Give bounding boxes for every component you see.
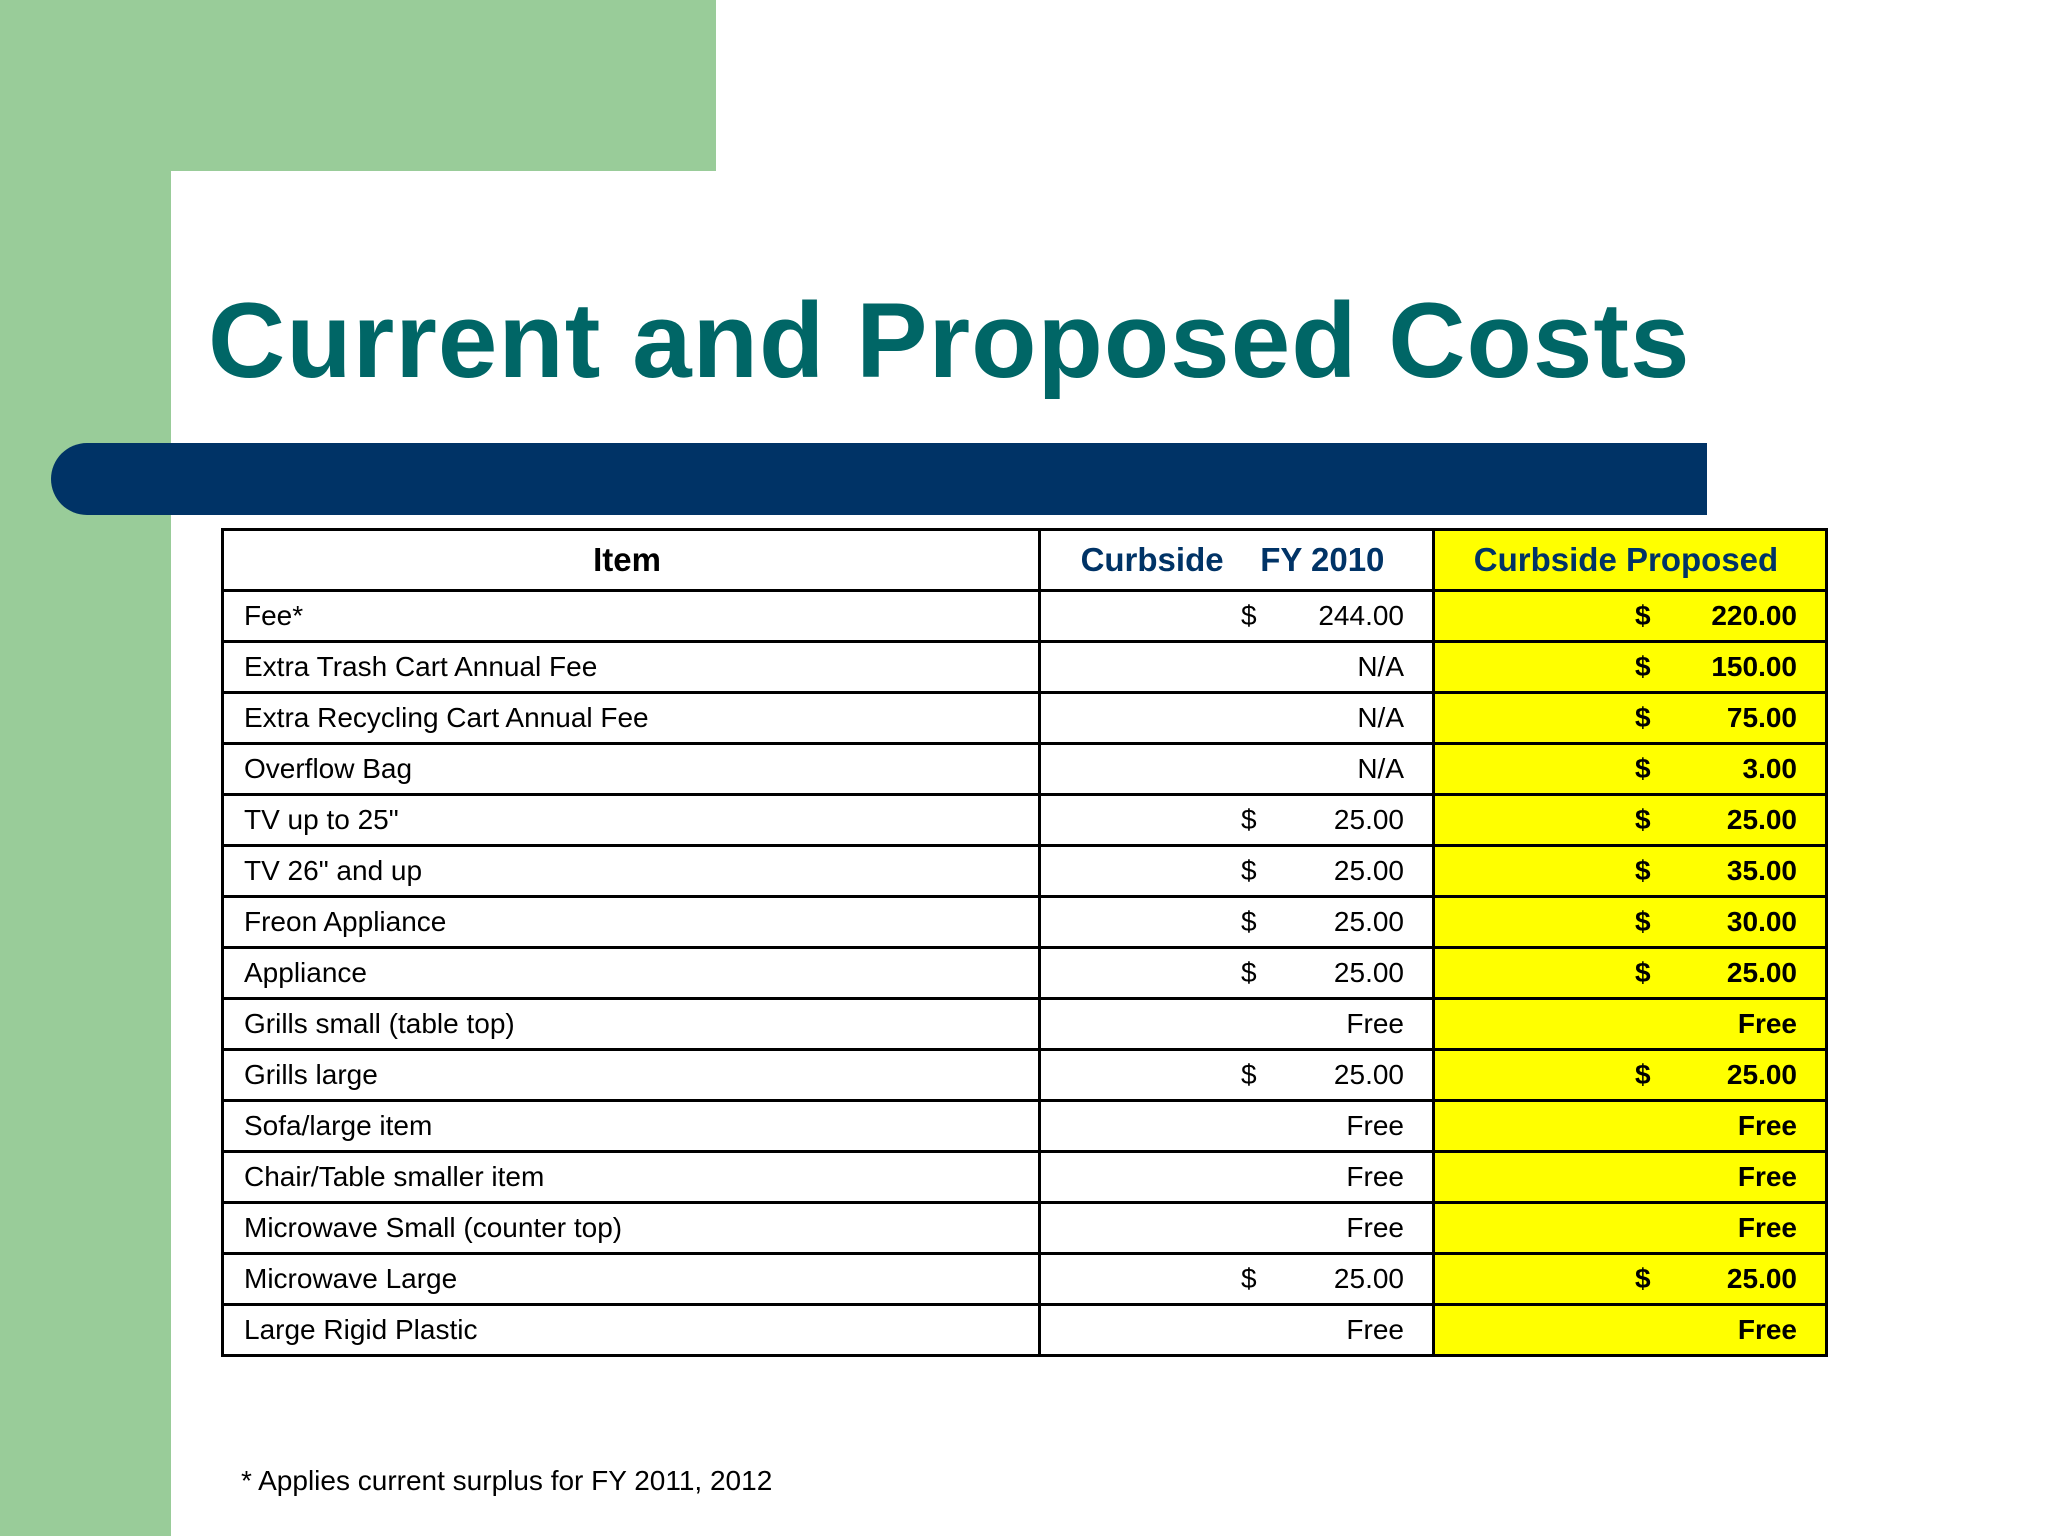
cell-curbside-fy2010 [1040, 795, 1434, 846]
proposed-value: Free [1737, 1110, 1797, 1141]
table-row [223, 1254, 1827, 1305]
cell-item: Large Rigid Plastic [223, 1305, 1040, 1356]
proposed-value: 150.00 [1711, 651, 1797, 682]
proposed-value: 220.00 [1711, 600, 1797, 631]
table-header-row [223, 530, 1827, 591]
table-row [223, 999, 1827, 1050]
table-row [223, 1203, 1827, 1254]
table-row [223, 1101, 1827, 1152]
proposed-value: 35.00 [1726, 855, 1797, 886]
dollar-sign: $ [1635, 1059, 1651, 1090]
current-value: Free [1346, 1008, 1404, 1039]
proposed-value: Free [1737, 1161, 1797, 1192]
cell-item: Freon Appliance [223, 897, 1040, 948]
page-title: Current and Proposed Costs [208, 280, 1691, 400]
dollar-sign: $ [1635, 600, 1651, 631]
current-value: Free [1346, 1110, 1404, 1141]
proposed-value: Free [1737, 1314, 1797, 1345]
cell-curbside-fy2010 [1040, 1050, 1434, 1101]
current-value: 25.00 [1333, 957, 1404, 988]
table-row [223, 897, 1827, 948]
table-row [223, 1152, 1827, 1203]
cell-curbside-fy2010 [1040, 846, 1434, 897]
table-row [223, 846, 1827, 897]
dollar-sign: $ [1241, 906, 1257, 937]
cell-curbside-fy2010 [1040, 948, 1434, 999]
proposed-value: 25.00 [1726, 1263, 1797, 1294]
cell-item: TV up to 25" [223, 795, 1040, 846]
table-row [223, 795, 1827, 846]
dollar-sign: $ [1635, 1263, 1651, 1294]
cell-item: Microwave Large [223, 1254, 1040, 1305]
cell-item: Extra Recycling Cart Annual Fee [223, 693, 1040, 744]
table-row [223, 1050, 1827, 1101]
header-item: Item [223, 530, 1040, 591]
cell-item: TV 26" and up [223, 846, 1040, 897]
proposed-value: Free [1737, 1008, 1797, 1039]
current-value: 25.00 [1333, 1059, 1404, 1090]
cell-curbside-fy2010 [1040, 999, 1434, 1050]
current-value: 25.00 [1333, 906, 1404, 937]
cell-curbside-fy2010 [1040, 1101, 1434, 1152]
cell-item: Overflow Bag [223, 744, 1040, 795]
cell-curbside-proposed [1434, 1152, 1827, 1203]
proposed-value: 30.00 [1726, 906, 1797, 937]
table-row [223, 948, 1827, 999]
cell-curbside-proposed [1434, 591, 1827, 642]
cell-curbside-fy2010 [1040, 591, 1434, 642]
cell-curbside-fy2010 [1040, 1152, 1434, 1203]
proposed-value: 3.00 [1742, 753, 1797, 784]
cell-item: Sofa/large item [223, 1101, 1040, 1152]
cell-curbside-proposed [1434, 1101, 1827, 1152]
cell-item: Extra Trash Cart Annual Fee [223, 642, 1040, 693]
cell-curbside-proposed [1434, 999, 1827, 1050]
cell-curbside-proposed [1434, 948, 1827, 999]
dollar-sign: $ [1635, 855, 1651, 886]
current-value: 25.00 [1333, 855, 1404, 886]
cell-curbside-proposed [1434, 1305, 1827, 1356]
dollar-sign: $ [1635, 702, 1651, 733]
current-value: Free [1346, 1314, 1404, 1345]
dollar-sign: $ [1241, 855, 1257, 886]
dollar-sign: $ [1241, 1263, 1257, 1294]
dollar-sign: $ [1635, 957, 1651, 988]
cell-curbside-fy2010 [1040, 744, 1434, 795]
cell-curbside-proposed [1434, 846, 1827, 897]
green-side-strip [0, 0, 171, 1536]
cell-item: Chair/Table smaller item [223, 1152, 1040, 1203]
dollar-sign: $ [1241, 600, 1257, 631]
table-row [223, 744, 1827, 795]
dollar-sign: $ [1241, 1059, 1257, 1090]
table-row [223, 1305, 1827, 1356]
table-row [223, 591, 1827, 642]
header-curbside-fy2010: Curbside FY 2010 [1040, 530, 1434, 591]
cell-curbside-proposed [1434, 795, 1827, 846]
table-row [223, 693, 1827, 744]
current-value: N/A [1357, 651, 1404, 682]
proposed-value: Free [1737, 1212, 1797, 1243]
cell-curbside-proposed [1434, 1050, 1827, 1101]
cell-curbside-proposed [1434, 897, 1827, 948]
dollar-sign: $ [1635, 651, 1651, 682]
cell-curbside-proposed [1434, 693, 1827, 744]
current-value: Free [1346, 1161, 1404, 1192]
table-row [223, 642, 1827, 693]
dollar-sign: $ [1635, 906, 1651, 937]
proposed-value: 25.00 [1726, 804, 1797, 835]
current-value: Free [1346, 1212, 1404, 1243]
cell-item: Microwave Small (counter top) [223, 1203, 1040, 1254]
current-value: N/A [1357, 753, 1404, 784]
proposed-value: 25.00 [1726, 957, 1797, 988]
dollar-sign: $ [1241, 804, 1257, 835]
dollar-sign: $ [1635, 804, 1651, 835]
cell-item: Fee* [223, 591, 1040, 642]
dollar-sign: $ [1635, 753, 1651, 784]
current-value: 25.00 [1333, 804, 1404, 835]
current-value: 25.00 [1333, 1263, 1404, 1294]
header-curbside-proposed: Curbside Proposed [1434, 530, 1827, 591]
cell-item: Grills small (table top) [223, 999, 1040, 1050]
cell-curbside-fy2010 [1040, 1254, 1434, 1305]
table-body [223, 591, 1827, 1356]
proposed-value: 25.00 [1726, 1059, 1797, 1090]
cell-item: Appliance [223, 948, 1040, 999]
dollar-sign: $ [1241, 957, 1257, 988]
proposed-value: 75.00 [1726, 702, 1797, 733]
cell-curbside-proposed [1434, 744, 1827, 795]
current-value: 244.00 [1318, 600, 1404, 631]
cell-curbside-proposed [1434, 642, 1827, 693]
cell-curbside-fy2010 [1040, 897, 1434, 948]
title-underline-bar [51, 443, 1707, 515]
cell-curbside-fy2010 [1040, 1305, 1434, 1356]
cell-curbside-fy2010 [1040, 642, 1434, 693]
cell-curbside-fy2010 [1040, 693, 1434, 744]
footnote: * Applies current surplus for FY 2011, 2012 [241, 1465, 773, 1496]
cell-curbside-proposed [1434, 1203, 1827, 1254]
costs-table [221, 528, 1828, 1357]
cell-curbside-fy2010 [1040, 1203, 1434, 1254]
current-value: N/A [1357, 702, 1404, 733]
cell-curbside-proposed [1434, 1254, 1827, 1305]
cell-item: Grills large [223, 1050, 1040, 1101]
